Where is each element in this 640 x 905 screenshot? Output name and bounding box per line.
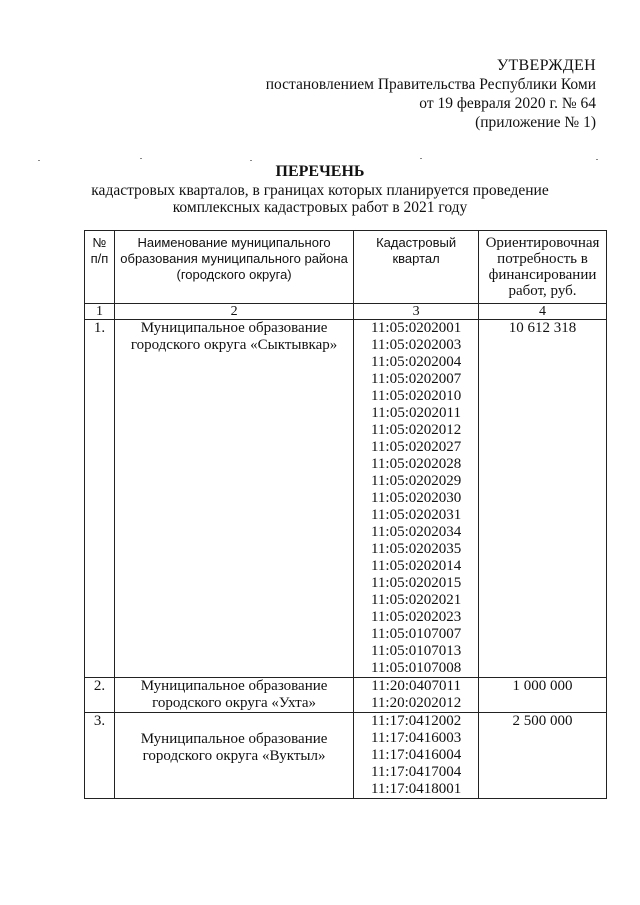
cadastral-quarter: 11:05:0202014 <box>370 558 462 574</box>
funding-amount: 1 000 000 <box>479 678 607 713</box>
document-heading <box>0 163 640 216</box>
cadastral-quarter: 11:05:0202004 <box>370 354 462 370</box>
column-number-row <box>85 304 607 320</box>
cadastral-quarter: 11:05:0202029 <box>370 473 462 489</box>
cadastral-quarter: 11:17:0416003 <box>370 730 462 746</box>
table-header-row <box>85 231 607 304</box>
scan-speck <box>596 159 598 160</box>
approval-line-2: от 19 февраля 2020 г. № 64 <box>419 95 596 112</box>
header-municipality: Наименование муниципального образования муниципального района (городского округа) <box>114 231 353 304</box>
header-funding: Ориентировочная потребность в финансировании работ, руб. <box>479 231 607 304</box>
funding-amount: 10 612 318 <box>479 320 607 678</box>
header-cadastral-quarter: Кадастровый квартал <box>354 231 479 304</box>
cadastral-quarter: 11:05:0202031 <box>370 507 462 523</box>
cadastral-quarter: 11:05:0202023 <box>370 609 462 625</box>
cadastral-quarter: 11:17:0412002 <box>370 713 462 729</box>
cadastral-quarter: 11:05:0202003 <box>370 337 462 353</box>
scan-speck <box>38 160 40 161</box>
municipality-name: Муниципальное образование городского округа «Сыктывкар» <box>114 320 353 678</box>
row-number: 2. <box>85 678 115 713</box>
document-subtitle-line-2: комплексных кадастровых работ в 2021 году <box>172 199 468 216</box>
cadastral-quarter-list <box>354 320 479 678</box>
cadastral-quarter: 11:05:0202030 <box>370 490 462 506</box>
header-number: № п/п <box>85 231 115 304</box>
table-row <box>85 713 607 799</box>
cadastral-quarter: 11:05:0202021 <box>370 592 462 608</box>
row-number: 3. <box>85 713 115 799</box>
municipality-name: Муниципальное образование городского округа «Ухта» <box>114 678 353 713</box>
cadastral-quarter: 11:17:0417004 <box>370 764 462 780</box>
cadastral-quarter: 11:05:0107013 <box>370 643 462 659</box>
document-title: ПЕРЕЧЕНЬ <box>275 163 365 180</box>
row-number: 1. <box>85 320 115 678</box>
cadastral-quarter: 11:17:0416004 <box>370 747 462 763</box>
cadastral-quarter: 11:20:0202012 <box>370 695 462 711</box>
cadastral-quarter: 11:05:0202012 <box>370 422 462 438</box>
cadastral-quarter: 11:05:0202027 <box>370 439 462 455</box>
approval-line-3: (приложение № 1) <box>475 114 596 131</box>
funding-amount: 2 500 000 <box>479 713 607 799</box>
approval-heading: УТВЕРЖДЕН <box>496 57 596 74</box>
cadastral-quarter-list <box>354 678 479 713</box>
cadastral-quarter: 11:05:0107008 <box>370 660 462 676</box>
scan-speck <box>420 158 422 159</box>
approval-line-1: постановлением Правительства Республики Коми <box>265 76 596 93</box>
cadastral-quarter: 11:17:0418001 <box>370 781 462 797</box>
cadastral-quarter: 11:05:0202010 <box>370 388 462 404</box>
document-subtitle-line-1: кадастровых кварталов, в границах которых планируется проведение <box>91 182 549 199</box>
scan-speck <box>250 160 252 161</box>
cadastral-quarter: 11:05:0202011 <box>371 405 461 421</box>
column-number: 4 <box>479 304 607 320</box>
cadastral-quarter: 11:05:0202028 <box>370 456 462 472</box>
table-row <box>85 678 607 713</box>
approval-stamp <box>266 56 596 132</box>
scan-speck <box>140 158 142 159</box>
table-row <box>85 320 607 678</box>
cadastral-quarter: 11:05:0202001 <box>370 320 462 336</box>
cadastral-quarter: 11:05:0202015 <box>370 575 462 591</box>
cadastral-quarter: 11:05:0107007 <box>370 626 462 642</box>
cadastral-quarter: 11:05:0202035 <box>370 541 462 557</box>
cadastral-quarters-table <box>84 230 607 799</box>
cadastral-quarter: 11:20:0407011 <box>371 678 461 694</box>
column-number: 2 <box>114 304 353 320</box>
column-number: 1 <box>85 304 115 320</box>
cadastral-quarter-list <box>354 713 479 799</box>
municipality-name: Муниципальное образование городского округа «Вуктыл» <box>114 713 353 799</box>
cadastral-quarter: 11:05:0202007 <box>370 371 462 387</box>
cadastral-quarter: 11:05:0202034 <box>370 524 462 540</box>
column-number: 3 <box>354 304 479 320</box>
